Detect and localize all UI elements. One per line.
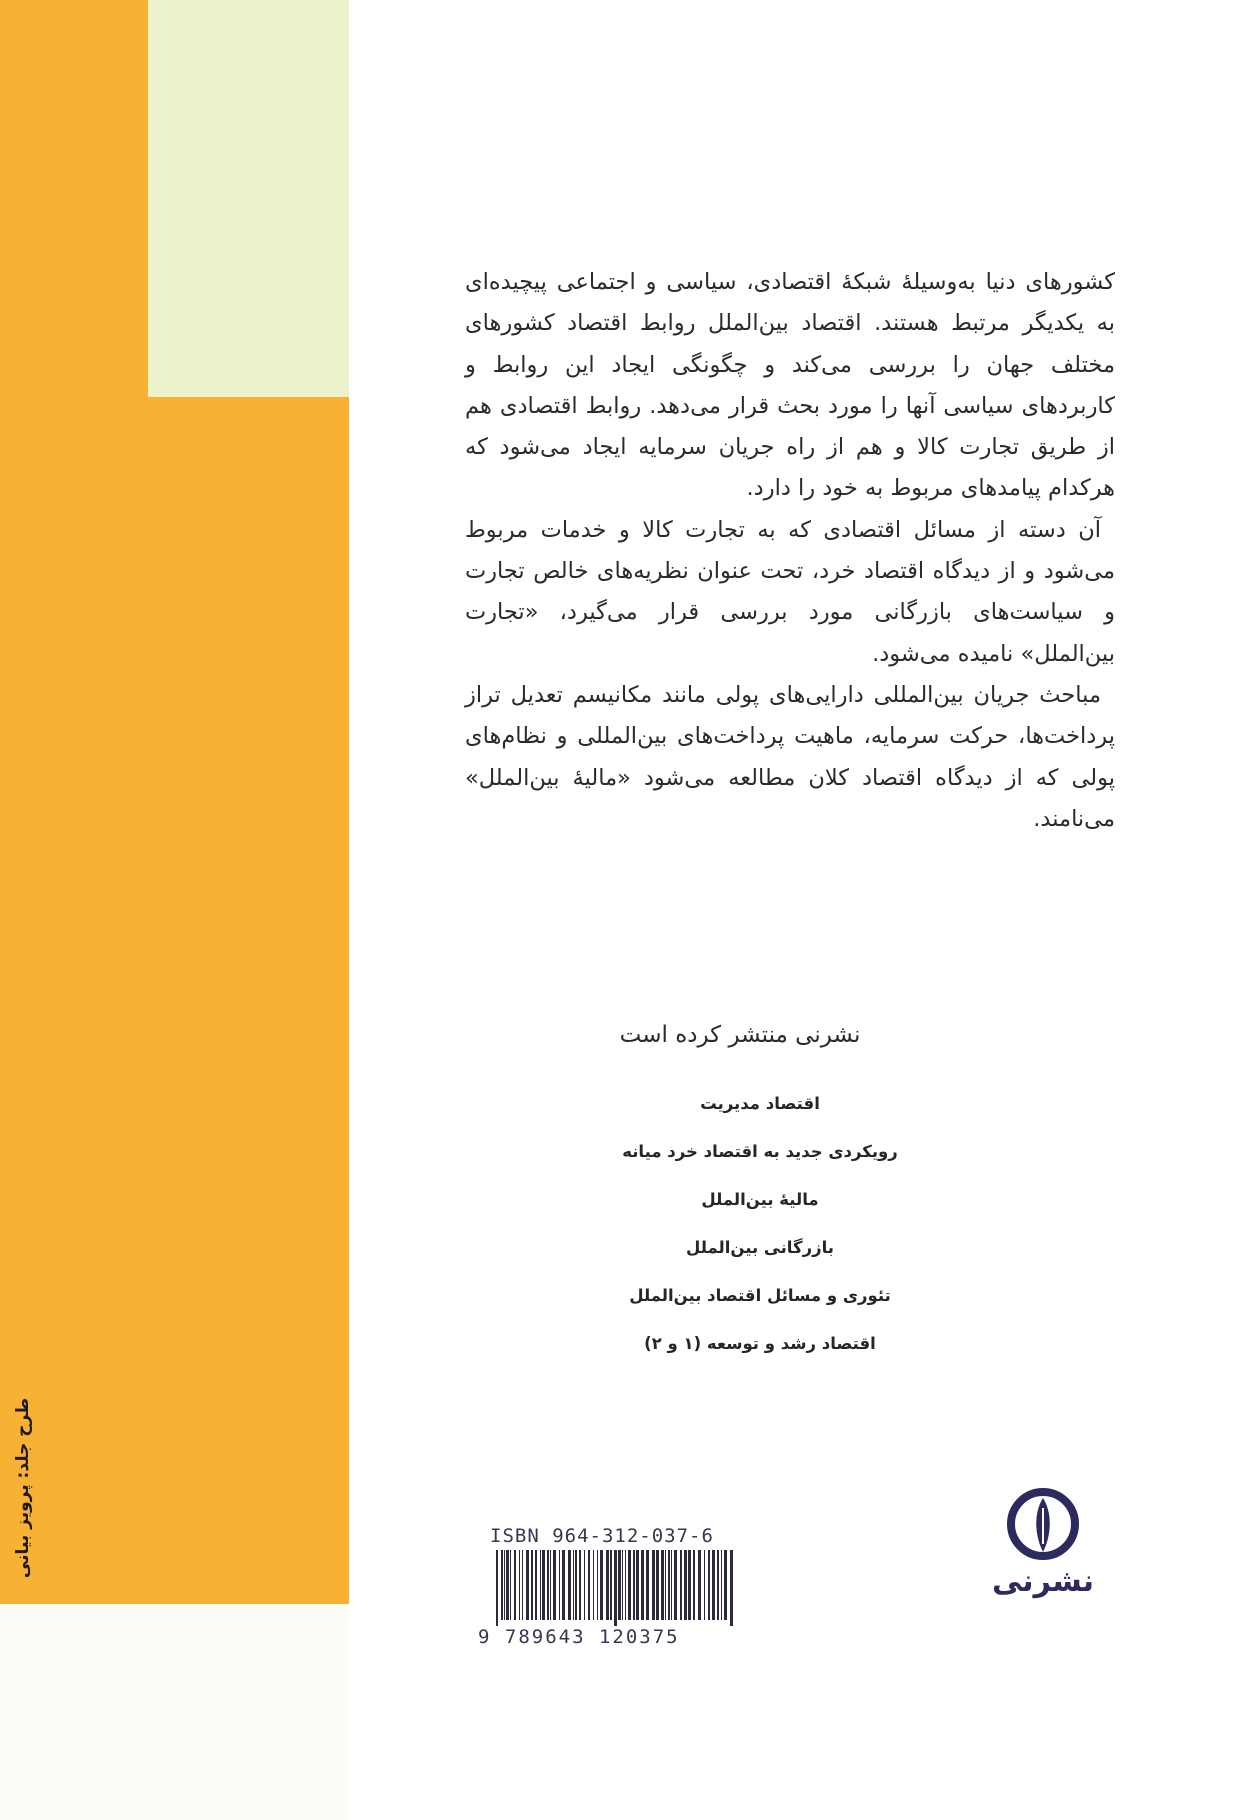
published-books-list — [560, 1080, 960, 1368]
publisher-name: نشرنی — [991, 1564, 1095, 1599]
publisher-logo — [988, 1486, 1098, 1616]
book-description — [465, 262, 1115, 840]
isbn-label: ISBN 964-312-037-6 — [490, 1525, 714, 1547]
book-title: اقتصاد مدیریت — [700, 1094, 820, 1113]
cover-designer-credit — [8, 1372, 38, 1604]
published-heading: نشرنی منتشر کرده است — [619, 1022, 861, 1048]
book-title: تئوری و مسائل اقتصاد بین‌الملل — [629, 1286, 891, 1305]
cover-designer-text: طرح جلد: پرویز بیانی — [13, 1397, 33, 1579]
book-title: مالیهٔ بین‌الملل — [701, 1190, 819, 1209]
description-paragraph-1: کشورهای دنیا به‌وسیلهٔ شبکهٔ اقتصادی، سیاسی و اجتماعی پیچیده‌ای به یکدیگر مرتبط هستند. اقتصاد بین‌الملل روابط اقتصاد کشورهای مختلف جهان را بررسی می‌کند و چگونگی ایجاد این روابط و کاربردهای سیاسی آنها را مورد بحث قرار می‌دهد. روابط اقتصادی هم از طریق تجارت کالا و هم از راه جریان سرمایه ایجاد می‌شود که هرکدام پیامدهای مربوط به خود را دارد. — [465, 269, 1115, 502]
book-title: رویکردی جدید به اقتصاد خرد میانه — [622, 1142, 898, 1161]
bottom-left-panel — [0, 1604, 349, 1820]
description-paragraph-2: آن دسته از مسائل اقتصادی که به تجارت کالا و خدمات مربوط می‌شود و از دیدگاه اقتصاد خرد، تحت عنوان نظریه‌های خالص تجارت و سیاست‌های بازرگانی مورد بررسی قرار می‌گیرد، «تجارت بین‌الملل» نامیده می‌شود. — [465, 516, 1115, 667]
description-paragraph-3: مباحث جریان بین‌المللی دارایی‌های پولی مانند مکانیسم تعدیل تراز پرداخت‌ها، حرکت سرمایه، ماهیت پرداخت‌های بین‌المللی و نظام‌های پولی که از دیدگاه اقتصاد کلان مطالعه می‌شود «مالیهٔ بین‌الملل» می‌نامند. — [465, 681, 1115, 832]
green-accent-band — [148, 0, 349, 397]
reed-pen-circle-icon — [1005, 1486, 1081, 1562]
book-title: بازرگانی بین‌الملل — [686, 1238, 834, 1257]
barcode-icon — [496, 1550, 736, 1626]
ean-number: 9 789643 120375 — [478, 1626, 680, 1648]
isbn-barcode-block — [478, 1525, 754, 1655]
book-title: اقتصاد رشد و توسعه (۱ و ۲) — [644, 1334, 876, 1353]
